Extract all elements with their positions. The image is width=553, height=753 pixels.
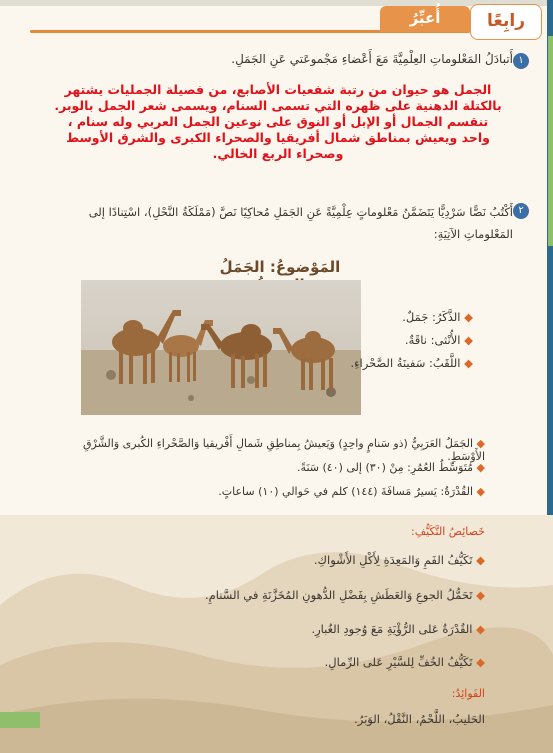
detail-item-lifespan [45,461,485,474]
adaptation-text: تَحَمُّلُ الجوعِ وَالعَطَشِ بِفَضْلِ الدُّهونِ المُخَزَّنَةِ في السَّنامِ. [204,588,473,602]
benefits-heading: الفَوائِدُ: [451,687,485,700]
fact-item-male [323,310,473,324]
question-2-text [43,201,513,245]
red-overlay-answer [18,82,538,162]
adaptation-item [65,553,485,567]
fact-text: اللَّقَبُ: سَفينَةُ الصَّحْراءِ. [350,356,461,370]
overlay-line: الجمل هو حيوان من رتبة شفعيات الأصابع، من فصيلة الجمليات يشتهر [64,82,492,97]
detail-text: القُدْرَةُ: يَسيرُ مَسافَةَ (١٤٤) كلم في حَوالي (١٠) ساعاتٍ. [218,485,474,498]
header-tab-label: أُعبِّرُ [409,9,441,27]
bullet-icon: ◆ [472,553,485,567]
adaptation-text: تَكَيُّفُ الفَمِ وَالمَعِدَةِ لِأَكْلِ الأَشْواكِ. [313,553,473,567]
bullet-icon: ◆ [473,485,485,498]
adaptation-text: القُدْرَةُ عَلى الرُّؤْيَةِ مَعَ وُجودِ الغُبارِ. [311,622,473,636]
overlay-line: واحد ويعيش بمناطق شمال أفريقيا والصحراء الكبرى والشرق الأوسط [66,130,490,145]
overlay-line: وصحراء الربع الخالي. [212,146,344,161]
adaptation-text: تَكَيُّفُ الخُفِّ لِلسَّيْرِ عَلى الرِّمالِ. [324,655,473,669]
fact-text: الذَّكَرُ: جَمَلٌ. [402,310,461,324]
detail-item-habitat [45,437,485,463]
bullet-icon: ◆ [460,310,473,324]
question-2-line1: أَكْتُبُ نَصًّا سَرْدِيًّا يَتَضَمَّنُ مَعْلوماتٍ عِلْمِيَّةً عَنِ الجَمَلِ مُحاكِيًا نَصَّ (مَمْلَكَةُ النَّحْلِ)، اسْتِنادًا إلى [88,205,513,219]
adaptation-item [65,588,485,602]
section-label: رابِعًا [487,11,525,31]
question-1-number-badge: ١ [513,53,529,69]
top-border [0,0,553,6]
adaptation-item [65,622,485,636]
fact-text: الأُنْثى: ناقَةٌ. [404,333,461,347]
question-1-text: أَتبادَلُ المَعْلوماتِ العِلْمِيَّةَ مَعَ أَعْضاءِ مَجْموعَتي عَنِ الجَمَلِ. [231,52,513,66]
green-side-strip [548,36,553,246]
question-2-line2: المَعْلوماتِ الآتِيَةِ: [433,227,513,241]
fact-item-nickname [323,356,473,370]
bullet-icon: ◆ [473,437,485,450]
detail-text: مُتَوَسِّطُ العُمُرِ: مِنْ (٣٠) إلى (٤٠) سَنَةً. [297,461,474,474]
detail-item-ability [45,485,485,498]
adaptations-heading: خَصائِصُ التَّكَيُّفِ: [411,525,485,538]
bullet-icon: ◆ [472,588,485,602]
section-label-box [470,4,542,40]
bullet-icon: ◆ [460,333,473,347]
camels-in-desert-icon [81,280,361,415]
overlay-line: تنقسم الجمال أو الإبل أو النوق على نوعين الجمل العربي وله سنام ، [67,114,489,129]
bullet-icon: ◆ [460,356,473,370]
detail-text: الجَمَلُ العَرَبِيُّ (ذو سَنامٍ واحِدٍ) وَيَعيشُ بِمناطِقِ شَمالِ أَفْريقيا وَالصَّحْراءِ الكُبرى وَالشَّرْقِ الأَوْسَطِ. [83,437,485,463]
bullet-icon: ◆ [472,622,485,636]
benefits-text: الحَليبُ، اللَّحْمُ، النَّقْلُ، الوَبَرُ. [354,712,485,726]
green-bottom-strip [0,712,40,728]
bullet-icon: ◆ [473,461,485,474]
fact-item-female [323,333,473,347]
header-tab [380,6,470,32]
adaptation-item [65,655,485,669]
bullet-icon: ◆ [472,655,485,669]
topic-title: المَوْضوعُ: الجَمَلُ [219,258,341,276]
overlay-line: بالكتلة الدهنية على ظهره التي تسمى السنام، ويسمى شعر الجمل بالوبر. [54,98,502,113]
camels-photo [81,280,361,415]
question-2-number-badge: ٢ [513,203,529,219]
